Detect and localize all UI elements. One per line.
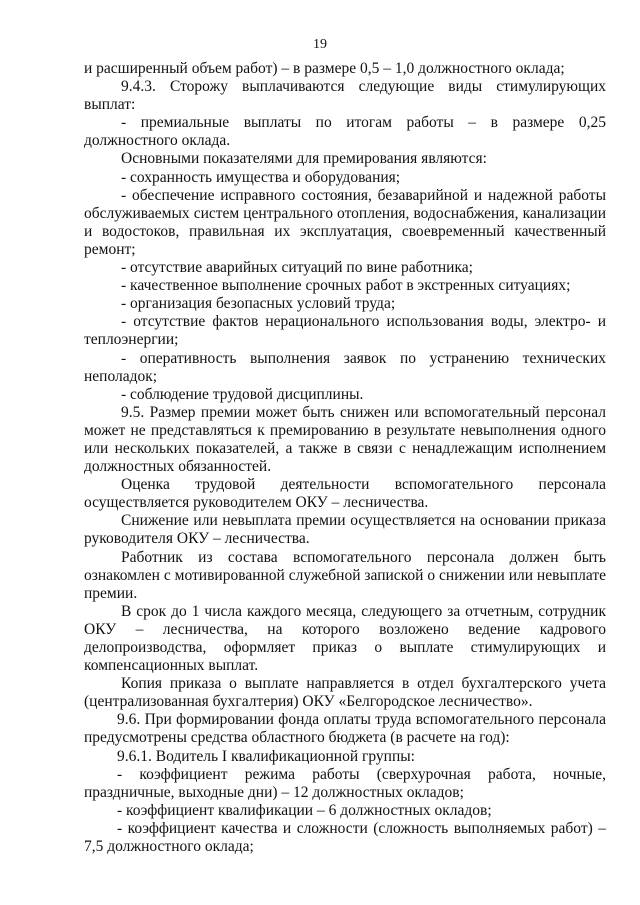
- list-item-request-handling: - оперативность выполнения заявок по устранению технических неполадок;: [84, 349, 606, 385]
- paragraph-continuation: и расширенный объем работ) – в размере 0,5 – 1,0 должностного оклада;: [84, 60, 565, 77]
- list-item-systems-maintenance: - обеспечение исправного состояния, безаварийной и надежной работы обслуживаемых систем центрального отопления, водоснабжения, канализации и водостоков, правильная их эксплуатация, своевременный качественный ремонт;: [84, 186, 606, 258]
- list-item-property-safety: - сохранность имущества и оборудования;: [121, 168, 401, 186]
- paragraph-9-5: 9.5. Размер премии может быть снижен или вспомогательный персонал может не представляться к премированию в результате невыполнения одного или нескольких показателей, а также в связи с ненадлежащим исполнением должностных обязанностей.: [84, 403, 606, 476]
- document-body: [84, 60, 606, 856]
- list-item-qualification: - коэффициент квалификации – 6 должностных окладов;: [117, 801, 492, 819]
- list-item-safe-conditions: - организация безопасных условий труда;: [121, 295, 396, 313]
- paragraph-assessment: Оценка трудовой деятельности вспомогательного персонала осуществляется руководителем ОКУ – лесничества.: [84, 476, 606, 512]
- paragraph-9-6: 9.6. При формировании фонда оплаты труда вспомогательного персонала предусмотрены средства областного бюджета (в расчете на год):: [84, 711, 606, 747]
- paragraph-bonus-indicators: Основными показателями для премирования являются:: [121, 150, 487, 168]
- list-item-bonus-payments: - премиальные выплаты по итогам работы – в размере 0,25 должностного оклада.: [84, 114, 606, 150]
- paragraph-monthly-order: В срок до 1 числа каждого месяца, следующего за отчетным, сотрудник ОКУ – лесничества, на которого возложено ведение кадрового делопроизводства, оформляет приказ о выплате стимулирующих и компенсационных выплат.: [84, 602, 606, 675]
- list-item-resource-use: - отсутствие фактов нерационального использования воды, электро- и теплоэнергии;: [84, 313, 606, 349]
- list-item-urgent-works: - качественное выполнение срочных работ в экстренных ситуациях;: [121, 277, 571, 295]
- paragraph-order-copy: Копия приказа о выплате направляется в отдел бухгалтерского учета (централизованная бухгалтерия) ОКУ «Белгородское лесничество».: [84, 675, 606, 711]
- list-item-work-mode: - коэффициент режима работы (сверхурочная работа, ночные, праздничные, выходные дни) – 12 должностных окладов;: [84, 765, 606, 801]
- paragraph-9-4-3: 9.4.3. Сторожу выплачиваются следующие виды стимулирующих выплат:: [84, 78, 606, 114]
- list-item-discipline: - соблюдение трудовой дисциплины.: [121, 385, 364, 403]
- paragraph-reduction: Снижение или невыплата премии осуществляется на основании приказа руководителя ОКУ – лесничества.: [84, 512, 606, 548]
- page-number: 19: [313, 37, 327, 52]
- list-item-no-accidents: - отсутствие аварийных ситуаций по вине работника;: [121, 259, 473, 277]
- list-item-quality-complexity: - коэффициент качества и сложности (сложность выполняемых работ) – 7,5 должностного оклада;: [84, 819, 606, 856]
- paragraph-employee-notice: Работник из состава вспомогательного персонала должен быть ознакомлен с мотивированной служебной запиской о снижении или невыплате премии.: [84, 548, 606, 602]
- paragraph-9-6-1: 9.6.1. Водитель I квалификационной группы:: [117, 747, 415, 765]
